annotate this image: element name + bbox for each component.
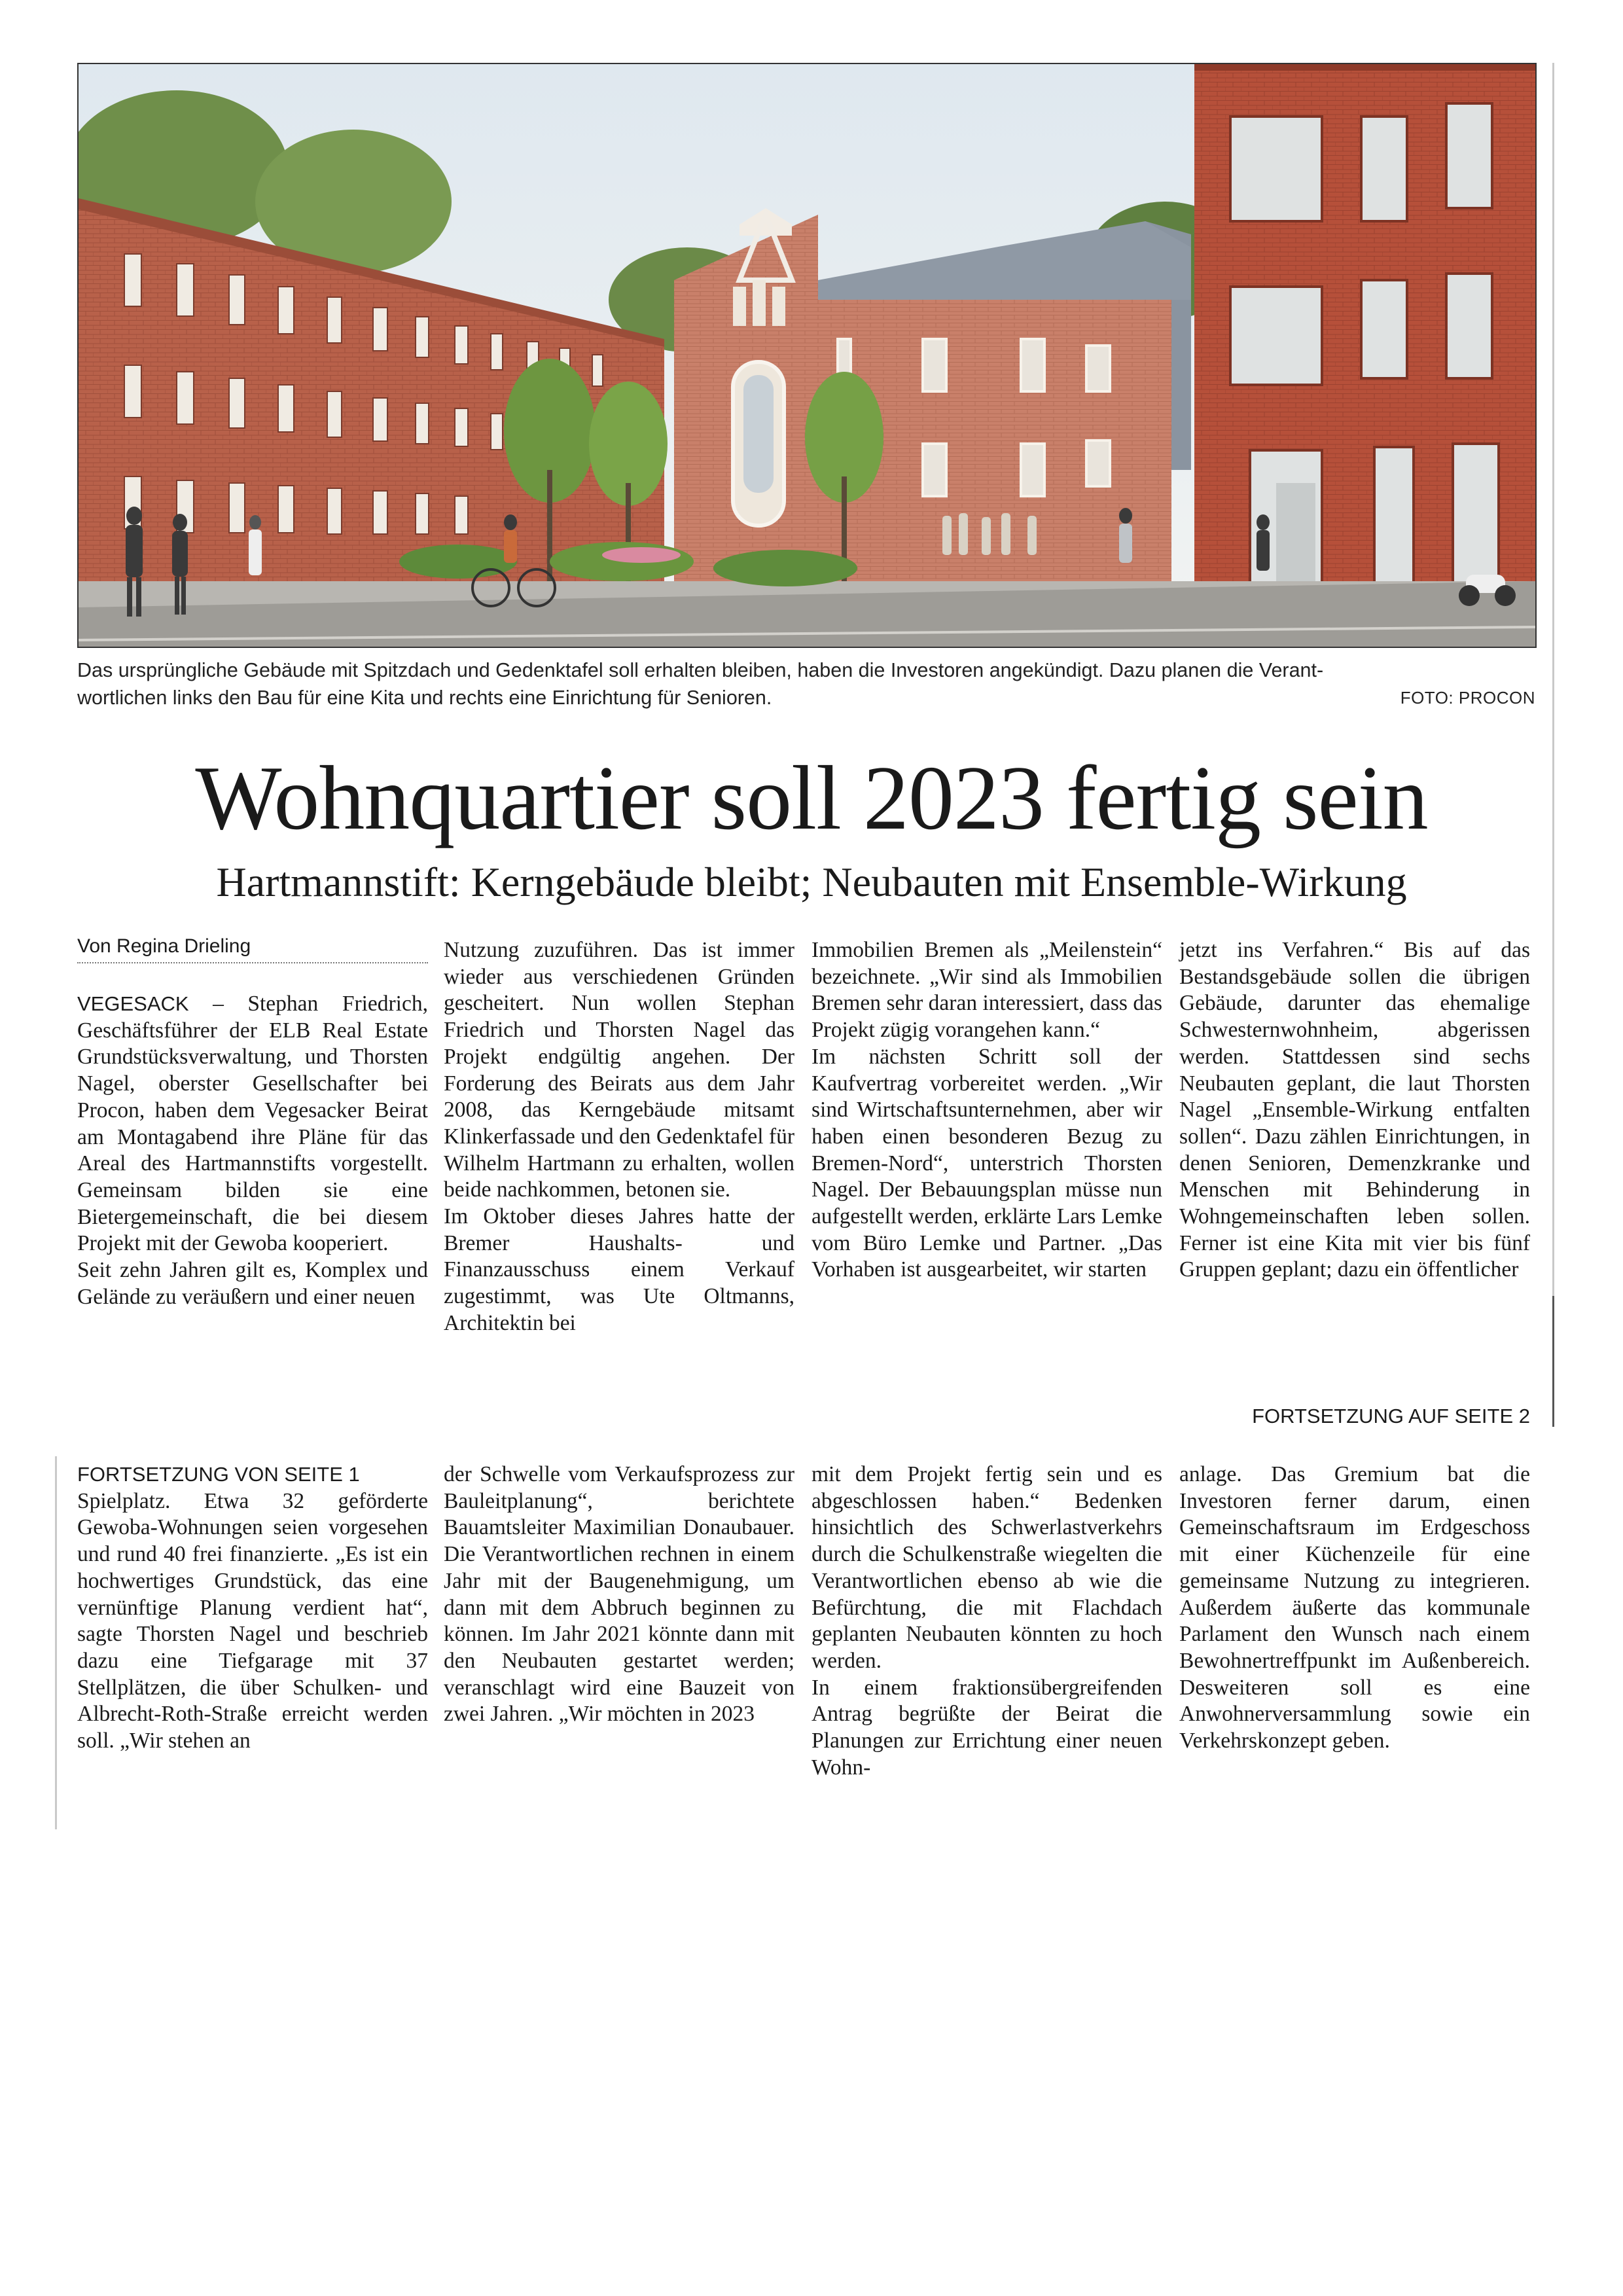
continuation-column-4-text: anlage. Das Gremium bat die Investoren ferner darum, einen Gemeinschaftsraum im Erdgeschoss mit einer Küchenzeile für eine gemeinsame Nutzung zu integrieren. Außerdem äußerte das kommunale Parlament den Wunsch nach einem Bewohnertreffpunkt im Außenbereich. Desweiteren soll es eine Anwohnerversammlung sowie ein Verkehrskonzept geben. (1179, 1462, 1530, 1753)
right-margin-rule (1552, 63, 1554, 1424)
right-margin-rule-accent (1552, 1296, 1554, 1427)
column-1-paragraph-1 (77, 991, 428, 1257)
caption-line-2: wortlichen links den Bau für eine Kita und rechts eine Einrichtung für Senioren. (77, 687, 772, 709)
continuation-column-3 (812, 1462, 1162, 1781)
headline: Wohnquartier soll 2023 fertig sein (195, 747, 1428, 849)
continuation-column-2-text: der Schwelle vom Verkaufsprozess zur Bauleitplanung“, berichtete Bauamtsleiter Maximilian Donaubauer. Die Verantwortlichen rechnen in einem Jahr mit der Baugenehmigung, um dann mit dem Abbruch beginnen zu können. Im Jahr 2021 könnte dann mit den Neubauten gestartet werden; veranschlagt wird eine Bauzeit von zwei Jahren. „Wir möchten in 2023 (444, 1462, 794, 1727)
article-column-2 (444, 937, 794, 1337)
article-photo (77, 63, 1537, 648)
continuation-column-3-paragraph-1: mit dem Projekt fertig sein und es abgeschlossen haben.“ Bedenken hinsichtlich des Schwerlastverkehrs durch die Schulkenstraße wiegelten die Verantwortlichen ebenso ab wie die Befürchtung, die mit Flachdach geplanten Neubauten könnten zu hoch werden. (812, 1462, 1162, 1673)
column-3-paragraph-1: Immobilien Bremen als „Meilenstein“ bezeichnete. „Wir sind als Immobilien Bremen sehr daran interessiert, dass das Projekt zügig vorangehen kann.“ (812, 938, 1162, 1043)
subheadline: Hartmannstift: Kerngebäude bleibt; Neubauten mit Ensemble-Wirkung (216, 859, 1407, 905)
column-1-paragraph-2: Seit zehn Jahren gilt es, Komplex und Gelände zu veräußern und einer neuen (77, 1258, 428, 1309)
photo-credit: FOTO: PROCON (1400, 688, 1535, 708)
left-margin-rule (55, 1456, 57, 1829)
article-column-3 (812, 937, 1162, 1283)
continuation-column-4 (1179, 1462, 1530, 1755)
column-3-paragraph-2: Im nächsten Schritt soll der Kaufvertrag vorbereitet werden. „Wir sind Wirtschaftsunternehmen, aber wir haben einen besonderen Bezug zu Bremen-Nord“, unterstrich Thorsten Nagel. Der Bebauungsplan müsse nun aufgestellt werden, erklärte Lars Lemke vom Büro Lemke und Partner. „Das Vorhaben ist ausgearbeitet, wir starten (812, 1044, 1162, 1282)
article-column-1 (77, 991, 428, 1310)
continued-on-page-2: FORTSETZUNG AUF SEITE 2 (1252, 1405, 1530, 1427)
historic-building (674, 208, 1191, 602)
continuation-column-2 (444, 1462, 794, 1728)
architecture-rendering (79, 64, 1535, 647)
continuation-column-3-paragraph-2: In einem fraktionsübergreifenden Antrag begrüßte der Beirat die Planungen zur Errichtung einer neuen Wohn- (812, 1675, 1162, 1780)
continuation-column-1 (77, 1462, 428, 1755)
continued-from-label (77, 1462, 428, 1488)
column-1-text: – Stephan Friedrich, Geschäftsführer der ELB Real Estate Grundstücksverwaltung, und Thorsten Nagel, oberster Gesellschafter bei Procon, haben dem Vegesacker Beirat am Montagabend ihre Pläne für das Areal des Hartmannstifts vorgestellt. Gemeinsam bilden sie eine Bietergemeinschaft, die bei diesem Projekt mit der Gewoba kooperiert. (77, 992, 428, 1256)
right-building (1194, 64, 1535, 647)
column-4-paragraph-1: jetzt ins Verfahren.“ Bis auf das Bestandsgebäude sollen die übrigen Gebäude, darunter das ehemalige Schwesternwohnheim, abgerissen werden. Stattdessen sind sechs Neubauten geplant, die laut Thorsten Nagel „Ensemble-Wirkung entfalten sollen“. Dazu zählen Einrichtungen, in denen Senioren, Demenzkranke und Menschen mit Behinderung in Wohngemeinschaften leben sollen. Ferner ist eine Kita mit vier bis fünf Gruppen geplant; dazu ein öffentlicher (1179, 938, 1530, 1282)
continued-from-page-1: FORTSETZUNG VON SEITE 1 (77, 1463, 360, 1486)
byline: Von Regina Drieling (77, 935, 428, 963)
article-column-4 (1179, 937, 1530, 1283)
caption-line-1: Das ursprüngliche Gebäude mit Spitzdach und Gedenktafel soll erhalten bleiben, haben die Investoren angekündigt. Dazu planen die Verant- (77, 659, 1324, 681)
continuation-column-1-text: Spielplatz. Etwa 32 geförderte Gewoba-Wohnungen seien vorgesehen und rund 40 frei finanzierte. „Es ist ein hochwertiges Grundstück, das eine vernünftige Planung verdient hat“, sagte Thorsten Nagel und beschrieb dazu eine Tiefgarage mit 37 Stellplätzen, die über Schulken- und Albrecht-Roth-Straße erreicht werden soll. „Wir stehen an (77, 1488, 428, 1753)
photo-caption (77, 656, 1537, 711)
column-2-paragraph-1: Nutzung zuzuführen. Das ist immer wieder aus verschiedenen Gründen gescheitert. Nun wollen Stephan Friedrich und Thorsten Nagel das Projekt endgültig angehen. Der Forderung des Beirats aus dem Jahr 2008, das Kerngebäude mitsamt Klinkerfassade und den Gedenktafel für Wilhelm Hartmann zu erhalten, wollen beide nachkommen, betonen sie. (444, 938, 794, 1202)
column-2-paragraph-2: Im Oktober dieses Jahres hatte der Bremer Haushalts- und Finanzausschuss einem Verkauf zugestimmt, was Ute Oltmanns, Architektin bei (444, 1204, 794, 1335)
dateline: VEGESACK (77, 992, 189, 1015)
